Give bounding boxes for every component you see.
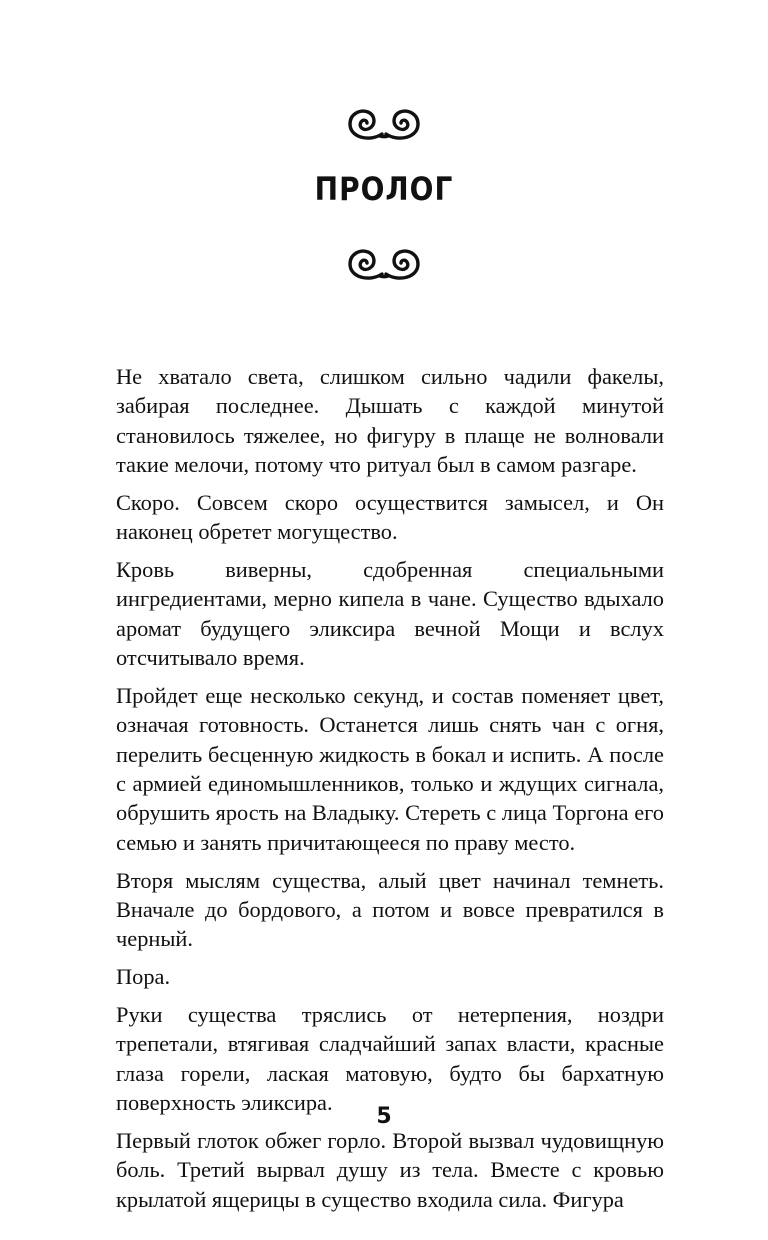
paragraph: Пройдет еще несколько секунд, и состав поменяет цвет, означая готовность. Останется лишь снять чан с огня, перелить бесценную жидкость в бокал и испить. А после с армией единомышленников, только и ждущих сигнала, обрушить ярость на Владыку. Стереть с лица Торгона его семью и занять причитающееся по праву место.: [116, 683, 664, 855]
ornament-bottom: [0, 244, 768, 284]
paragraph: Руки существа тряслись от нетерпения, ноздри трепетали, втягивая сладчайший запах власти, красные глаза горели, лаская матовую, будто бы бархатную поверхность эликсира.: [116, 1002, 664, 1115]
paragraph: Кровь виверны, сдобренная специальными ингредиентами, мерно кипела в чане. Существо вдыхало аромат будущего эликсира вечной Мощи и вслух отсчитывало время.: [116, 557, 664, 671]
paragraph: Пора.: [116, 964, 171, 990]
chapter-title: ПРОЛОГ: [314, 170, 454, 208]
page-number: 5: [376, 1104, 392, 1129]
paragraph: Скоро. Совсем скоро осуществится замысел, и Он наконец обретет могущество.: [116, 489, 664, 545]
ornament-top: [0, 104, 768, 144]
double-spiral-icon: [344, 106, 424, 142]
chapter-body: [116, 362, 664, 1223]
paragraph: Вторя мыслям существа, алый цвет начинал темнеть. Вначале до бордового, а потом и вовсе превратился в черный.: [116, 867, 664, 952]
paragraph: Не хватало света, слишком сильно чадили факелы, забирая последнее. Дышать с каждой минутой становилось тяжелее, но фигуру в плаще не волновали такие мелочи, потому что ритуал был в самом разгаре.: [116, 364, 664, 477]
paragraph: Первый глоток обжег горло. Второй вызвал чудовищную боль. Третий вырвал душу из тела. Вместе с кровью крылатой ящерицы в существо входила сила. Фигура: [116, 1127, 664, 1212]
double-spiral-icon: [344, 246, 424, 282]
